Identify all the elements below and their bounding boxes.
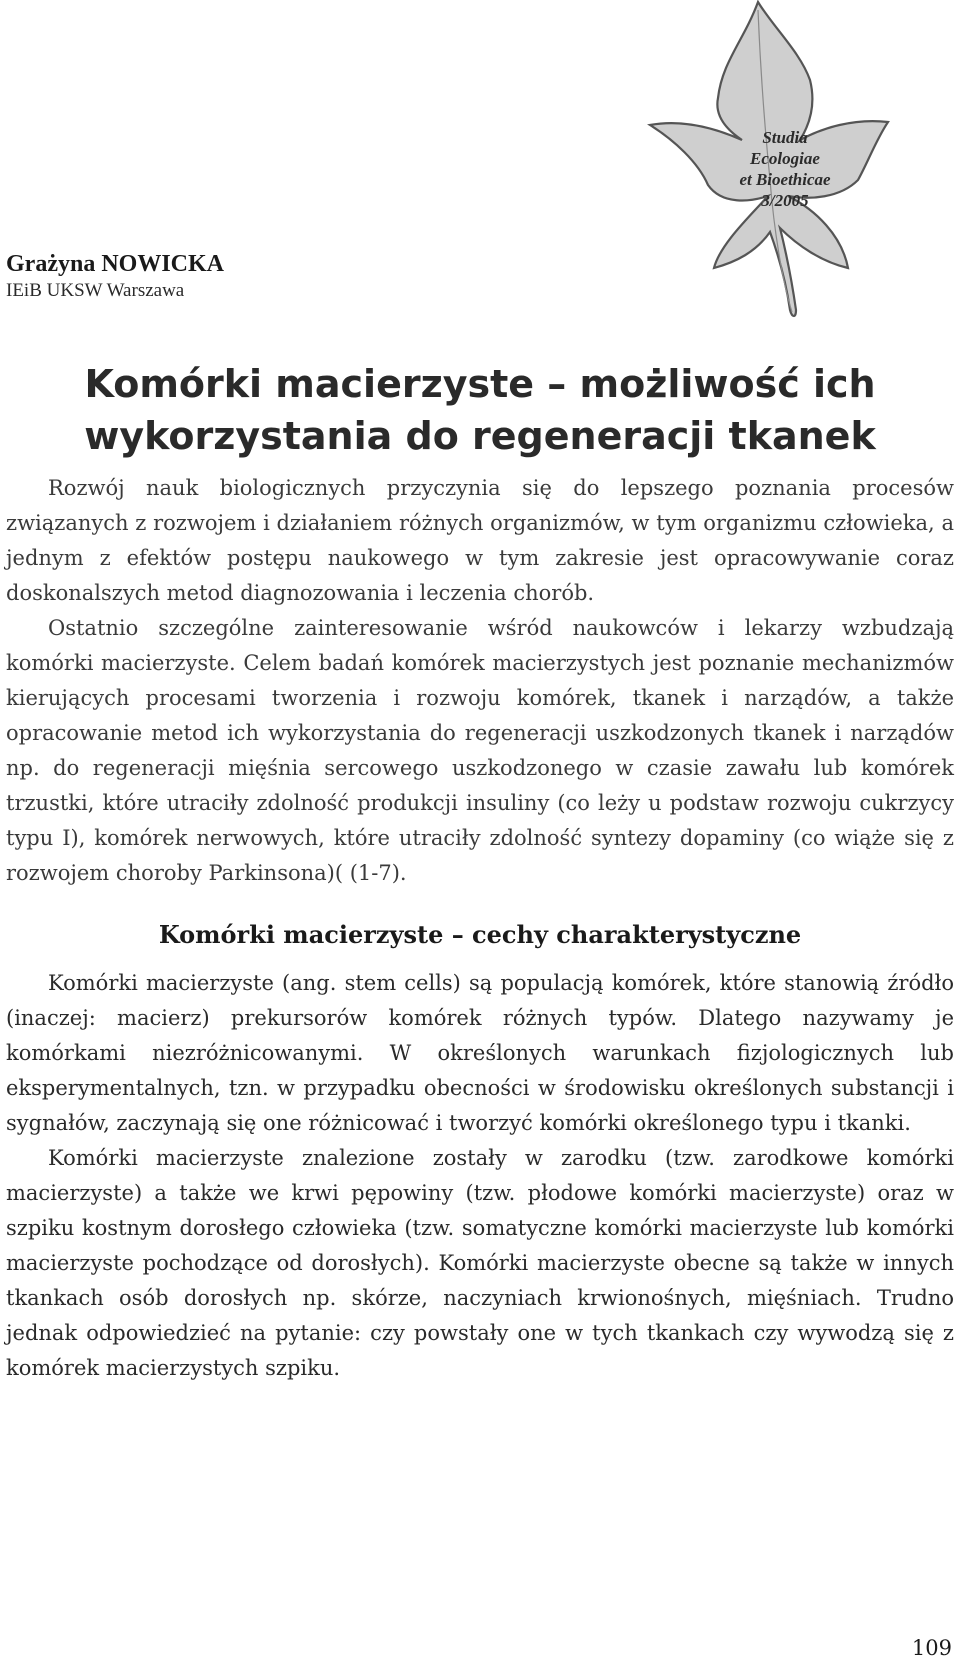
- journal-name-line-3: et Bioethicae: [739, 170, 831, 189]
- section-heading: Komórki macierzyste – cechy charakterystyczne: [158, 920, 802, 949]
- author-affiliation: IEiB UKSW Warszawa: [6, 280, 185, 301]
- page-number: 109: [911, 1636, 952, 1660]
- body-paragraph: Komórki macierzyste (ang. stem cells) są populacją komórek, które stanowią źródło (inaczej: macierz) prekursorów komórek różnych typów. Dlatego nazywamy je komórkami niezróżnicowanymi. W określonych warunkach fizjologicznych lub eksperymentalnych, tzn. w przypadku obecności w środowisku określonych substancji i sygnałów, zaczynają się one różnicować i tworzyć komórki określonego typu i tkanki.: [6, 971, 954, 1135]
- article-title: Komórki macierzyste – możliwość ich wykorzystania do regeneracji tkanek: [84, 362, 876, 458]
- journal-logo-text: [700, 127, 870, 211]
- body-paragraph: Komórki macierzyste znalezione zostały w zarodku (tzw. zarodkowe komórki macierzyste) a także we krwi pępowiny (tzw. płodowe komórki macierzyste) oraz w szpiku kostnym dorosłego człowieka (tzw. somatyczne komórki macierzyste lub komórki macierzyste pochodzące od dorosłych). Komórki macierzyste obecne są także w innych tkankach osób dorosłych np. skórze, naczyniach krwionośnych, mięśniach. Trudno jednak odpowiedzieć na pytanie: czy powstały one w tych tkankach czy wywodzą się z komórek macierzystych szpiku.: [6, 1146, 954, 1380]
- author-block: [6, 250, 224, 304]
- journal-issue: 3/2005: [761, 191, 809, 210]
- author-name: Grażyna NOWICKA: [6, 251, 224, 277]
- intro-paragraph: Rozwój nauk biologicznych przyczynia się do lepszego poznania procesów związanych z rozwojem i działaniem różnych organizmów, w tym organizmu człowieka, a jednym z efektów postępu naukowego w tym zakresie jest opracowywanie coraz doskonalszych metod diagnozowania i leczenia chorób.: [6, 476, 954, 605]
- journal-name-line-1: Studia: [762, 128, 808, 147]
- section-body: [6, 966, 954, 1386]
- intro-paragraph: Ostatnio szczególne zainteresowanie wśród naukowców i lekarzy wzbudzają komórki macierzyste. Celem badań komórek macierzystych jest poznanie mechanizmów kierujących procesami tworzenia i rozwoju komórek, tkanek i narządów, a także opracowanie metod ich wykorzystania do regeneracji uszkodzonych tkanek i narządów np. do regeneracji mięśnia sercowego uszkodzonego w czasie zawału lub komórek trzustki, które utraciły zdolność produkcji insuliny (co leży u podstaw rozwoju cukrzycy typu I), komórek nerwowych, które utraciły zdolność syntezy dopaminy (co wiąże się z rozwojem choroby Parkinsona)( (1-7).: [6, 616, 954, 885]
- intro-text: [6, 471, 954, 891]
- journal-name-line-2: Ecologiae: [750, 149, 820, 168]
